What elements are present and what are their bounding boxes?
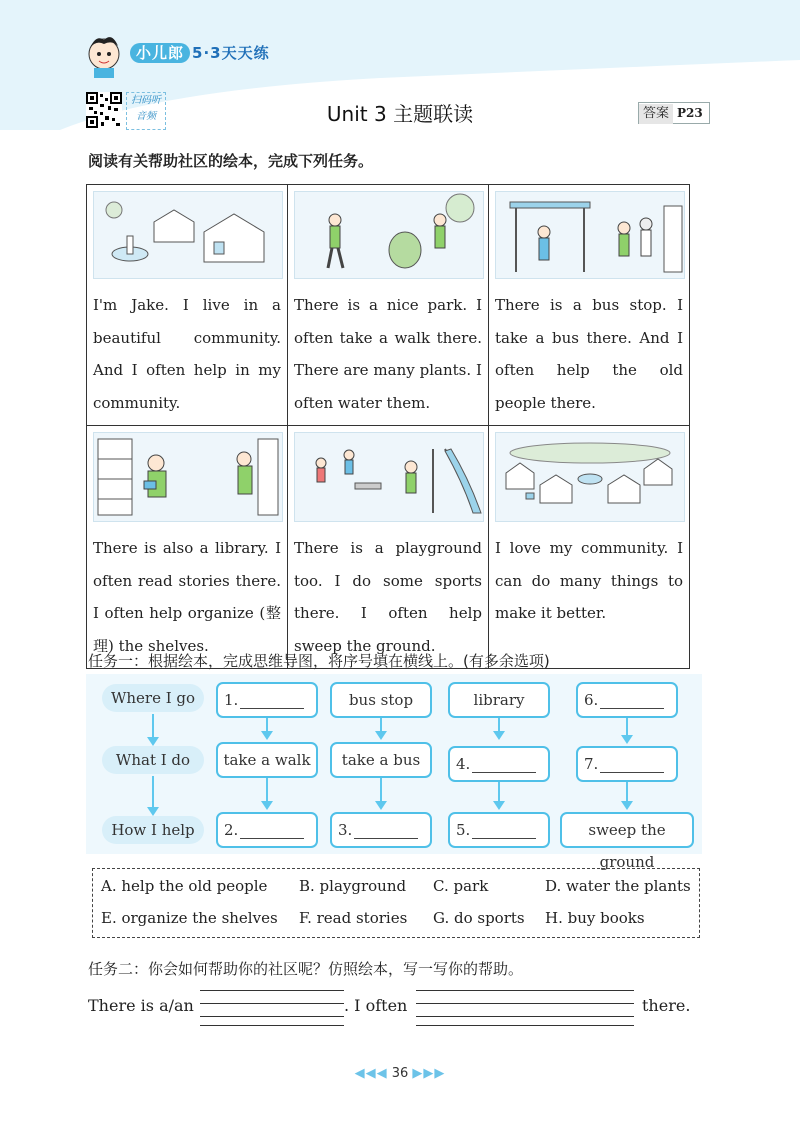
task1-instruction: 任务一：根据绘本，完成思维导图，将序号填在横线上。(有多余选项) bbox=[88, 652, 550, 670]
arrow-icon bbox=[626, 718, 628, 736]
story-text: I love my community. I can do many things to make it better. bbox=[495, 539, 683, 622]
park-illustration bbox=[294, 191, 484, 279]
intro-text: 阅读有关帮助社区的绘本，完成下列任务。 bbox=[88, 152, 374, 170]
option-b: B. playground bbox=[299, 877, 407, 895]
cell-take-a-bus: take a bus bbox=[330, 742, 432, 778]
write-line[interactable] bbox=[416, 1003, 634, 1004]
sentence-part-3: there. bbox=[642, 996, 691, 1015]
sentence-part-1: There is a/an bbox=[88, 996, 194, 1015]
story-table bbox=[86, 184, 690, 669]
story-cell bbox=[87, 426, 288, 669]
story-text: I'm Jake. I live in a beautiful community. And I often help in my community. bbox=[93, 296, 281, 412]
arrow-icon bbox=[380, 778, 382, 802]
story-cell bbox=[87, 185, 288, 426]
arrow-icon bbox=[152, 776, 154, 808]
cell-library: library bbox=[448, 682, 550, 718]
cell-bus-stop: bus stop bbox=[330, 682, 432, 718]
option-c: C. park bbox=[433, 877, 489, 895]
story-text: There is also a library. I often read stories there. I often help organize (整理) the shelves. bbox=[93, 539, 281, 655]
arrow-icon bbox=[626, 782, 628, 802]
write-line[interactable] bbox=[200, 1016, 344, 1017]
arrow-icon bbox=[380, 718, 382, 732]
option-h: H. buy books bbox=[545, 909, 645, 927]
page-number: ◀◀◀ 36 ▶▶▶ bbox=[354, 1066, 446, 1081]
option-a: A. help the old people bbox=[101, 877, 268, 895]
task2-instruction: 任务二：你会如何帮助你的社区呢？仿照绘本，写一写你的帮助。 bbox=[88, 960, 524, 978]
story-cell bbox=[489, 426, 690, 669]
community-illustration bbox=[93, 191, 283, 279]
town-overview-illustration bbox=[495, 432, 685, 522]
options-box bbox=[92, 868, 700, 938]
story-text: There is a nice park. I often take a walk there. There are many plants. I often water them. bbox=[294, 296, 482, 412]
next-arrows-icon: ▶▶▶ bbox=[412, 1066, 446, 1081]
cell-sweep-the-ground: sweep the ground bbox=[560, 812, 694, 848]
blank-2[interactable]: 2. bbox=[216, 812, 318, 848]
brand-title: 小儿郎 5·3天天练 bbox=[130, 42, 270, 63]
blank-3[interactable]: 3. bbox=[330, 812, 432, 848]
arrow-icon bbox=[498, 782, 500, 802]
write-line[interactable] bbox=[200, 990, 344, 991]
blank-7[interactable]: 7. bbox=[576, 746, 678, 782]
story-text: There is a bus stop. I take a bus there. And I often help the old people there. bbox=[495, 296, 683, 412]
label-what-i-do: What I do bbox=[102, 746, 204, 774]
option-f: F. read stories bbox=[299, 909, 408, 927]
mascot-icon bbox=[82, 30, 126, 80]
blank-6[interactable]: 6. bbox=[576, 682, 678, 718]
library-illustration bbox=[93, 432, 283, 522]
story-cell bbox=[288, 185, 489, 426]
arrow-icon bbox=[266, 778, 268, 802]
write-line[interactable] bbox=[416, 1025, 634, 1026]
write-line[interactable] bbox=[416, 1016, 634, 1017]
arrow-icon bbox=[266, 718, 268, 732]
label-how-i-help: How I help bbox=[102, 816, 204, 844]
write-line[interactable] bbox=[416, 990, 634, 991]
label-where-i-go: Where I go bbox=[102, 684, 204, 712]
story-text: There is a playground too. I do some sports there. I often help sweep the ground. bbox=[294, 539, 482, 655]
option-e: E. organize the shelves bbox=[101, 909, 278, 927]
blank-1[interactable]: 1. bbox=[216, 682, 318, 718]
bus-stop-illustration bbox=[495, 191, 685, 279]
arrow-icon bbox=[498, 718, 500, 732]
write-line[interactable] bbox=[200, 1003, 344, 1004]
story-cell bbox=[489, 185, 690, 426]
scan-audio-label: 扫码听音频 bbox=[126, 92, 166, 130]
page-title: Unit 3 主题联读 bbox=[326, 102, 474, 126]
write-line[interactable] bbox=[200, 1025, 344, 1026]
arrow-icon bbox=[152, 714, 154, 738]
sentence-part-2: . I often bbox=[344, 996, 408, 1015]
blank-4[interactable]: 4. bbox=[448, 746, 550, 782]
story-cell bbox=[288, 426, 489, 669]
cell-take-a-walk: take a walk bbox=[216, 742, 318, 778]
mind-map bbox=[86, 674, 702, 871]
prev-arrows-icon: ◀◀◀ bbox=[354, 1066, 388, 1081]
answer-ref: 答案 P23 bbox=[638, 102, 710, 124]
option-d: D. water the plants bbox=[545, 877, 691, 895]
playground-illustration bbox=[294, 432, 484, 522]
option-g: G. do sports bbox=[433, 909, 525, 927]
blank-5[interactable]: 5. bbox=[448, 812, 550, 848]
